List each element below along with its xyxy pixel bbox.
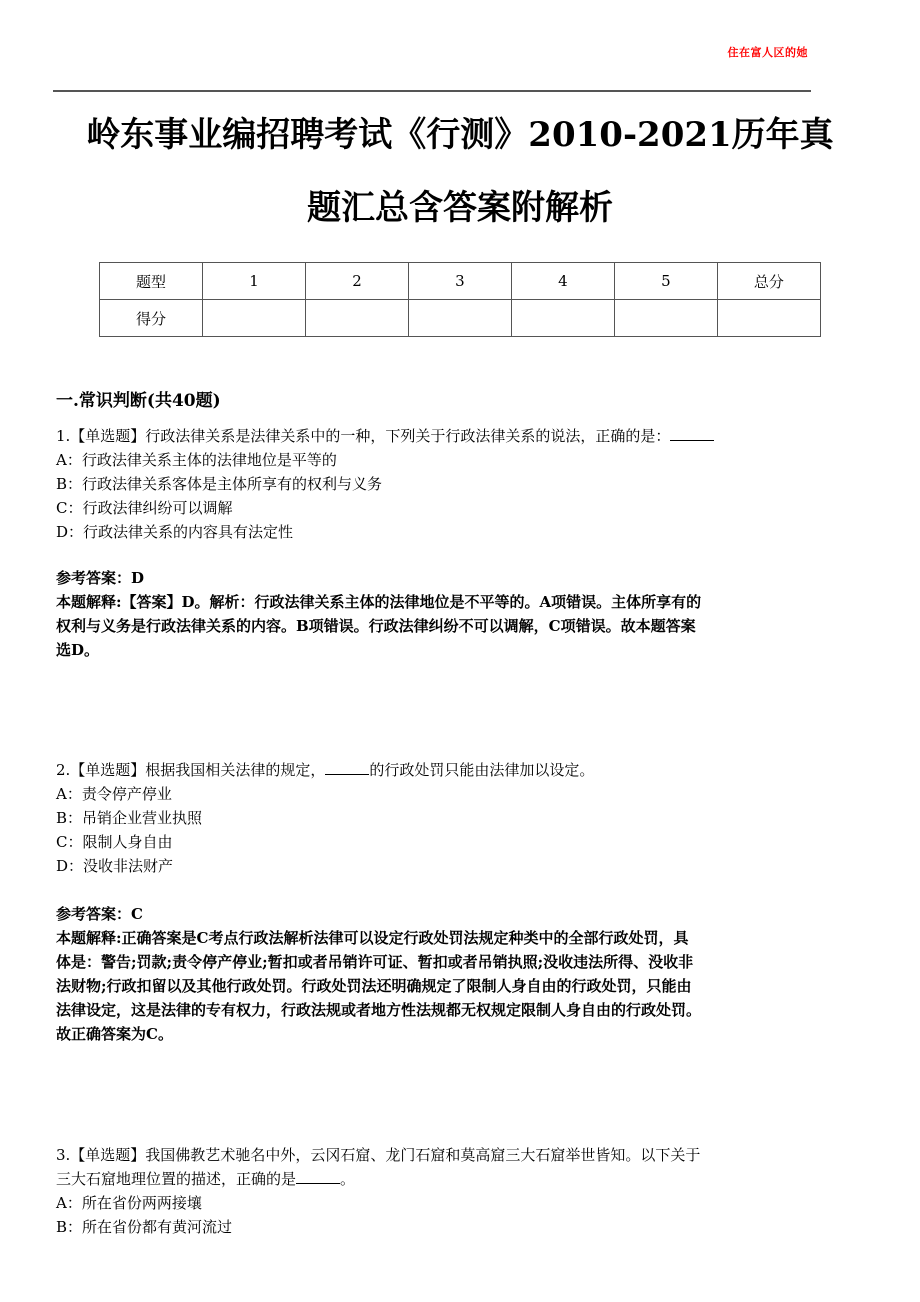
option-d: D：行政法律关系的内容具有法定性 <box>56 523 294 541</box>
question-2-answer <box>56 902 866 1046</box>
reference-answer: 参考答案：D <box>56 569 145 587</box>
reference-answer: 参考答案：C <box>56 905 143 923</box>
score-table-cell: 3 <box>408 263 511 300</box>
score-table-cell: 得分 <box>100 300 203 337</box>
score-table <box>99 262 821 337</box>
question-1 <box>56 424 866 544</box>
option-c: C：行政法律纠纷可以调解 <box>56 499 233 517</box>
score-table-score-row <box>100 300 821 337</box>
question-stem-text: 的行政处罚只能由法律加以设定。 <box>369 761 595 779</box>
question-stem-text: 2.【单选题】根据我国相关法律的规定， <box>56 761 326 779</box>
explanation-line: 本题解释:正确答案是C考点行政法解析法律可以设定行政处罚法规定种类中的全部行政处罚，具 <box>56 929 689 947</box>
question-2 <box>56 758 866 878</box>
header-note: 住在富人区的她 <box>727 46 808 59</box>
explanation-line: 法律设定，这是法律的专有权力，行政法规或者地方性法规都无权规定限制人身自由的行政处罚。 <box>56 1001 702 1019</box>
explanation-line: 故正确答案为C。 <box>56 1025 173 1043</box>
score-table-cell <box>408 300 511 337</box>
question-3 <box>56 1143 866 1239</box>
question-stem <box>56 1167 866 1191</box>
option-a: A：责令停产停业 <box>56 785 172 803</box>
question-stem-text: 。 <box>340 1170 356 1188</box>
score-table-cell <box>614 300 717 337</box>
answer-blank <box>670 426 714 441</box>
score-table-cell: 题型 <box>100 263 203 300</box>
explanation-line: 法财物;行政扣留以及其他行政处罚。行政处罚法还明确规定了限制人身自由的行政处罚，只能由 <box>56 977 692 995</box>
score-table-cell <box>203 300 306 337</box>
explanation-line: 权利与义务是行政法律关系的内容。B项错误。行政法律纠纷不可以调解，C项错误。故本题答案 <box>56 617 696 635</box>
score-table-cell <box>717 300 820 337</box>
answer-blank <box>296 1169 340 1184</box>
option-d: D：没收非法财产 <box>56 857 174 875</box>
score-table-cell: 4 <box>511 263 614 300</box>
question-stem <box>56 758 866 782</box>
score-table-cell <box>306 300 409 337</box>
explanation-line: 选D。 <box>56 641 100 659</box>
question-1-answer <box>56 566 866 662</box>
question-stem: 3.【单选题】我国佛教艺术驰名中外，云冈石窟、龙门石窟和莫高窟三大石窟举世皆知。以下关于 <box>56 1146 701 1164</box>
option-b: B：行政法律关系客体是主体所享有的权利与义务 <box>56 475 383 493</box>
section-title: 一.常识判断(共40题) <box>56 391 221 411</box>
option-a: A：所在省份两两接壤 <box>56 1194 202 1212</box>
document-title-line-1: 岭东事业编招聘考试《行测》2010-2021历年真 <box>86 115 834 155</box>
document-title-line-2: 题汇总含答案附解析 <box>307 188 613 228</box>
score-table-cell <box>511 300 614 337</box>
question-stem-text: 三大石窟地理位置的描述，正确的是 <box>56 1170 297 1188</box>
question-stem-text: 1.【单选题】行政法律关系是法律关系中的一种，下列关于行政法律关系的说法，正确的是： <box>56 427 671 445</box>
option-c: C：限制人身自由 <box>56 833 173 851</box>
explanation-line: 本题解释:【答案】D。解析：行政法律关系主体的法律地位是不平等的。A项错误。主体所享有的 <box>56 593 702 611</box>
score-table-cell: 1 <box>203 263 306 300</box>
header-divider <box>53 90 811 92</box>
explanation-line: 体是：警告;罚款;责令停产停业;暂扣或者吊销许可证、暂扣或者吊销执照;没收违法所得、没收非 <box>56 953 694 971</box>
score-table-header-row <box>100 263 821 300</box>
score-table-cell: 5 <box>614 263 717 300</box>
score-table-cell: 2 <box>306 263 409 300</box>
score-table-cell: 总分 <box>717 263 820 300</box>
option-b: B：吊销企业营业执照 <box>56 809 203 827</box>
answer-blank <box>325 760 369 775</box>
option-a: A：行政法律关系主体的法律地位是平等的 <box>56 451 337 469</box>
option-b: B：所在省份都有黄河流过 <box>56 1218 233 1236</box>
question-stem <box>56 424 866 448</box>
